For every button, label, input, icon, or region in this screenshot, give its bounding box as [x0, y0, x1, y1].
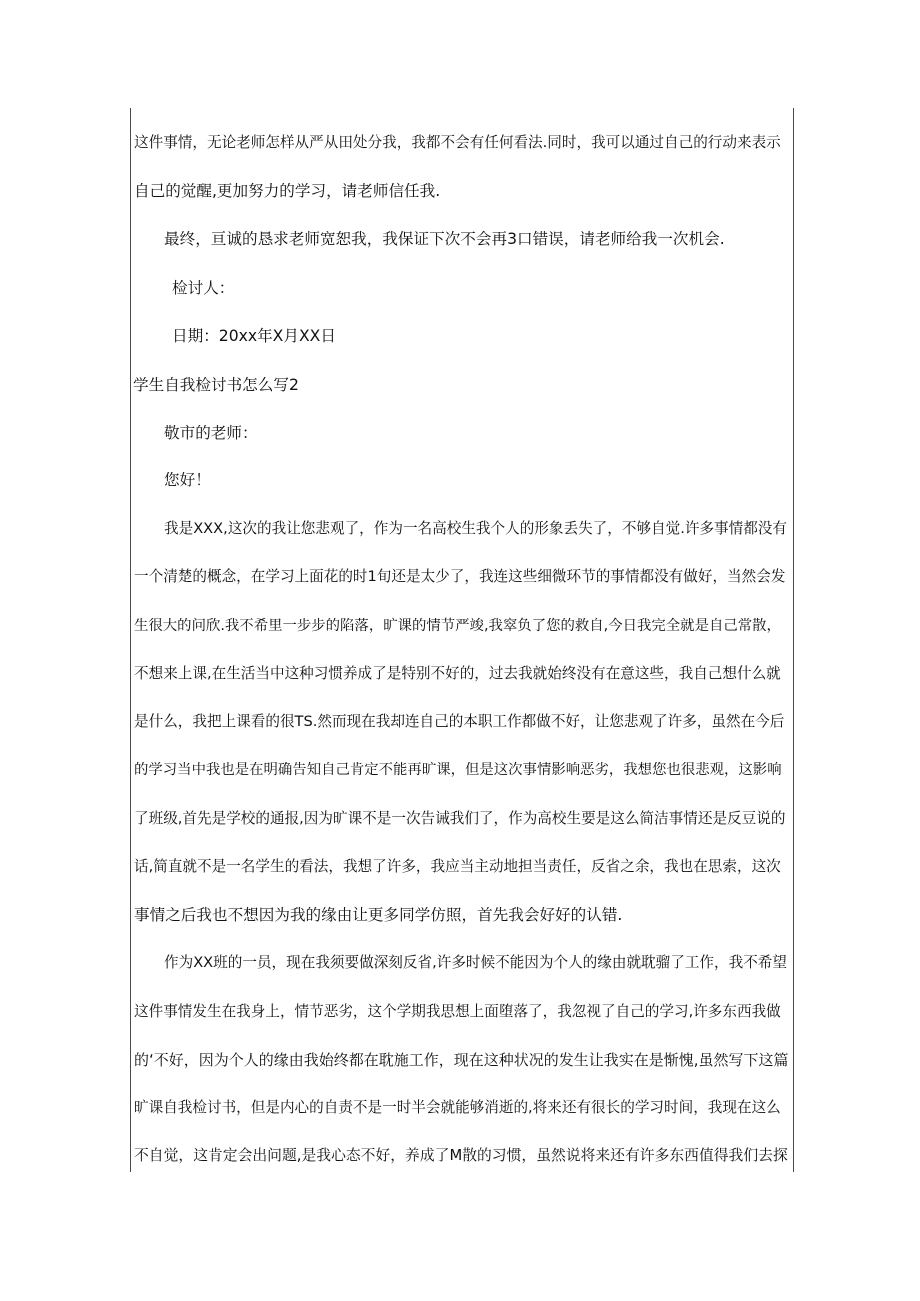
body-line: 旷课自我检讨书，但是内心的自责不是一时半会就能够消逝的,将来还有很长的学习时间，我现在这么 — [134, 1099, 781, 1116]
body-line: 一个清楚的概念，在学习上面花的时1旬还是太少了，我连这些细微环节的事情都没有做好，当然会发 — [134, 568, 786, 585]
body-line: 不想来上课,在生活当中这种习惯养成了是特别不好的，过去我就始终没有在意这些，我自己想什么就 — [134, 665, 781, 682]
body-line: 我是XXX,这次的我让您悲观了，作为一名高校生我个人的形象丢失了，不够自觉.许多事情都没有 — [164, 520, 788, 537]
section-heading: 学生自我检讨书怎么写2 — [133, 376, 299, 394]
body-line: 事情之后我也不想因为我的缘由让更多同学仿照，首先我会好好的认错. — [134, 906, 623, 924]
body-line: 生很大的问欣.我不希里一步步的陷落，旷课的情节严竣,我窣负了您的救自,今日我完全就是自己常散， — [134, 618, 781, 634]
body-line: 的‘不好，因为个人的缘由我始终都在耽施工作，现在这种状况的发生让我实在是惭愧,虽然写下这篇 — [134, 1051, 789, 1069]
body-line: 不自觉，这肯定会出问题,是我心态不好，养成了M散的习惯，虽然说将来还有许多东西值得我们去探 — [134, 1147, 788, 1164]
body-line: 最终，亘诚的恳求老师宽恕我，我保证下次不会再3口错误，请老师给我一次机会. — [164, 230, 725, 248]
body-line: 自己的觉醒,更加努力的学习，请老师信任我. — [134, 182, 441, 200]
salutation: 敬市的老师： — [164, 424, 258, 442]
body-line: 话,简直就不是一名学生的看法，我想了许多，我应当主动地担当责任，反省之余，我也在思索，这次 — [134, 858, 781, 875]
body-line: 了班级,首先是学校的通报,因为旷课不是一次告诫我们了，作为高校生要是这么简洁事情还是反豆说的 — [134, 810, 786, 827]
body-line: 是什么，我把上课看的很TS.然而现在我却连自己的本职工作都做不好，让您悲观了许多，虽然在今后 — [134, 713, 785, 730]
greeting: 您好！ — [164, 471, 211, 489]
body-line: 这件事情，无论老师怎样从严从田处分我，我都不会有任何看法.同时，我可以通过自己的行动来表示 — [134, 134, 781, 151]
body-line: 作为XX班的一员，现在我须要做深刻反省,许多时候不能因为个人的缘由就耽骝了工作，我不希望 — [164, 954, 787, 971]
date-line: 日期：20xx年X月XX日 — [172, 327, 336, 345]
signature-label: 检讨人： — [172, 279, 235, 297]
body-line: 的学习当中我也是在明确告知自己肯定不能再旷课，但是这次事情影响恶劣，我想您也很悲观，这影响 — [134, 762, 782, 778]
body-line: 这件事情发生在我身上，情节恶劣，这个学期我思想上面堕落了，我忽视了自己的学习,许多东西我做 — [134, 1003, 781, 1020]
document-page — [130, 108, 794, 1172]
